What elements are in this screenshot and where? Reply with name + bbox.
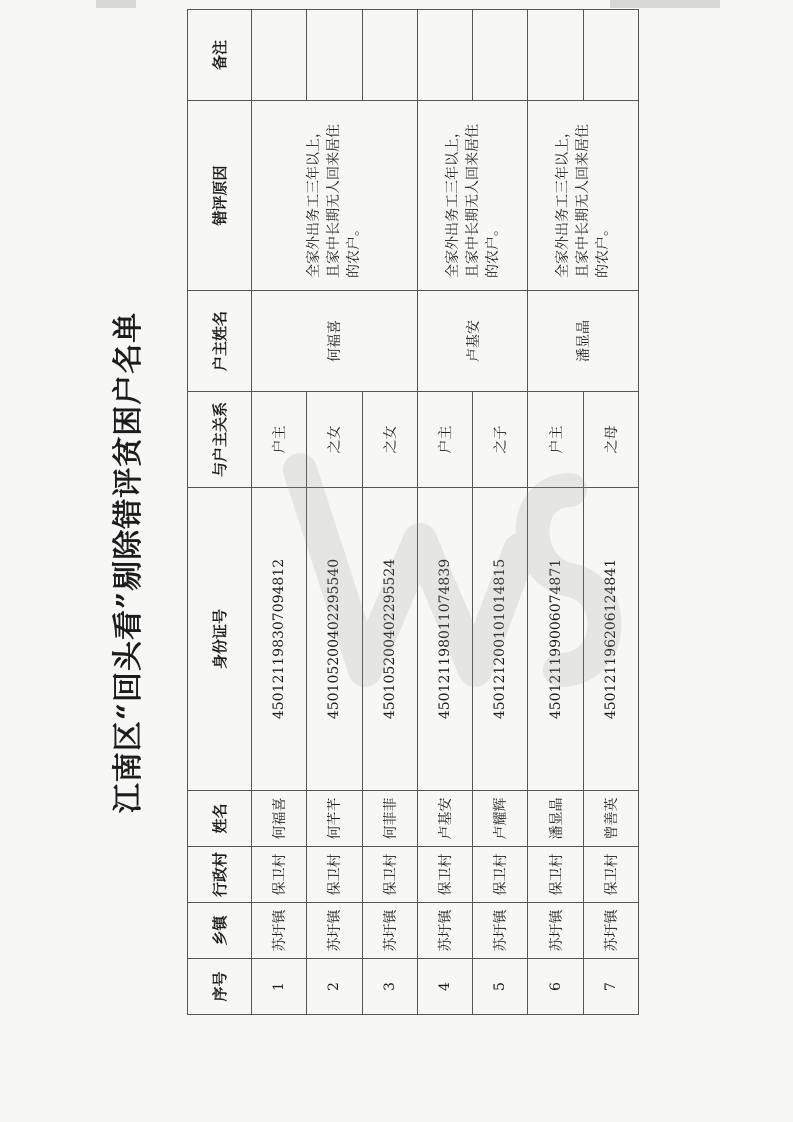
cell-name: 卢耀辉 [473, 791, 528, 847]
cell-relation: 户主 [528, 391, 583, 487]
cell-seq: 4 [417, 959, 472, 1015]
watermark-stroke [533, 490, 605, 670]
cell-relation: 户主 [252, 391, 307, 487]
cell-name: 何芊芊 [307, 791, 362, 847]
cell-id: 450121198011074839 [417, 487, 472, 790]
cell-town: 苏圩镇 [528, 903, 583, 959]
cell-remark [307, 9, 362, 100]
cell-name: 卢基安 [417, 791, 472, 847]
watermark-logo [270, 430, 630, 710]
header-id: 身份证号 [188, 487, 252, 790]
watermark-shape [300, 470, 605, 670]
cell-relation: 之女 [307, 391, 362, 487]
scan-mark [610, 0, 720, 8]
cell-village: 保卫村 [417, 847, 472, 903]
cell-village: 保卫村 [362, 847, 417, 903]
cell-village: 保卫村 [473, 847, 528, 903]
cell-town: 苏圩镇 [307, 903, 362, 959]
cell-reason: 全家外出务工三年以上，且家中长期无人回来居住的农户。 [252, 100, 418, 290]
cell-remark [417, 9, 472, 100]
cell-name: 何菲菲 [362, 791, 417, 847]
cell-seq: 5 [473, 959, 528, 1015]
cell-town: 苏圩镇 [417, 903, 472, 959]
cell-remark [528, 9, 583, 100]
table-header-row [188, 9, 252, 1014]
cell-id: 450121196206124841 [583, 487, 638, 790]
cell-village: 保卫村 [307, 847, 362, 903]
cell-seq: 2 [307, 959, 362, 1015]
cell-id: 450121198307094812 [252, 487, 307, 790]
cell-town: 苏圩镇 [583, 903, 638, 959]
cell-reason: 全家外出务工三年以上，且家中长期无人回来居住的农户。 [417, 100, 528, 290]
cell-reason: 全家外出务工三年以上，且家中长期无人回来居住的农户。 [528, 100, 639, 290]
header-relation: 与户主关系 [188, 391, 252, 487]
cell-seq: 3 [362, 959, 417, 1015]
cell-relation: 之母 [583, 391, 638, 487]
cell-town: 苏圩镇 [473, 903, 528, 959]
header-remark: 备注 [188, 9, 252, 100]
cell-remark [252, 9, 307, 100]
cell-id: 450121199006074871 [528, 487, 583, 790]
cell-name: 潘显晶 [528, 791, 583, 847]
cell-town: 苏圩镇 [362, 903, 417, 959]
cell-head: 潘显晶 [528, 290, 639, 391]
cell-seq: 1 [252, 959, 307, 1015]
page-title: 江南区“回头看”剔除错评贫困户名单 [111, 311, 146, 814]
cell-relation: 之女 [362, 391, 417, 487]
cell-relation: 之子 [473, 391, 528, 487]
cell-town: 苏圩镇 [252, 903, 307, 959]
cell-id: 450105200402295524 [362, 487, 417, 790]
header-reason: 错评原因 [188, 100, 252, 290]
cell-seq: 6 [528, 959, 583, 1015]
cell-relation: 户主 [417, 391, 472, 487]
watermark-stroke [300, 470, 520, 670]
header-seq: 序号 [188, 959, 252, 1015]
cell-seq: 7 [583, 959, 638, 1015]
cell-name: 曾善英 [583, 791, 638, 847]
cell-remark [583, 9, 638, 100]
header-head: 户主姓名 [188, 290, 252, 391]
cell-remark [473, 9, 528, 100]
scan-mark [96, 0, 136, 8]
cell-remark [362, 9, 417, 100]
cell-head: 卢基安 [417, 290, 528, 391]
cell-village: 保卫村 [528, 847, 583, 903]
cell-name: 何福喜 [252, 791, 307, 847]
header-town: 乡镇 [188, 903, 252, 959]
header-village: 行政村 [188, 847, 252, 903]
cell-id: 450105200402295540 [307, 487, 362, 790]
header-name: 姓名 [188, 791, 252, 847]
cell-head: 何福喜 [252, 290, 418, 391]
cell-village: 保卫村 [583, 847, 638, 903]
cell-id: 450121200101014815 [473, 487, 528, 790]
cell-village: 保卫村 [252, 847, 307, 903]
